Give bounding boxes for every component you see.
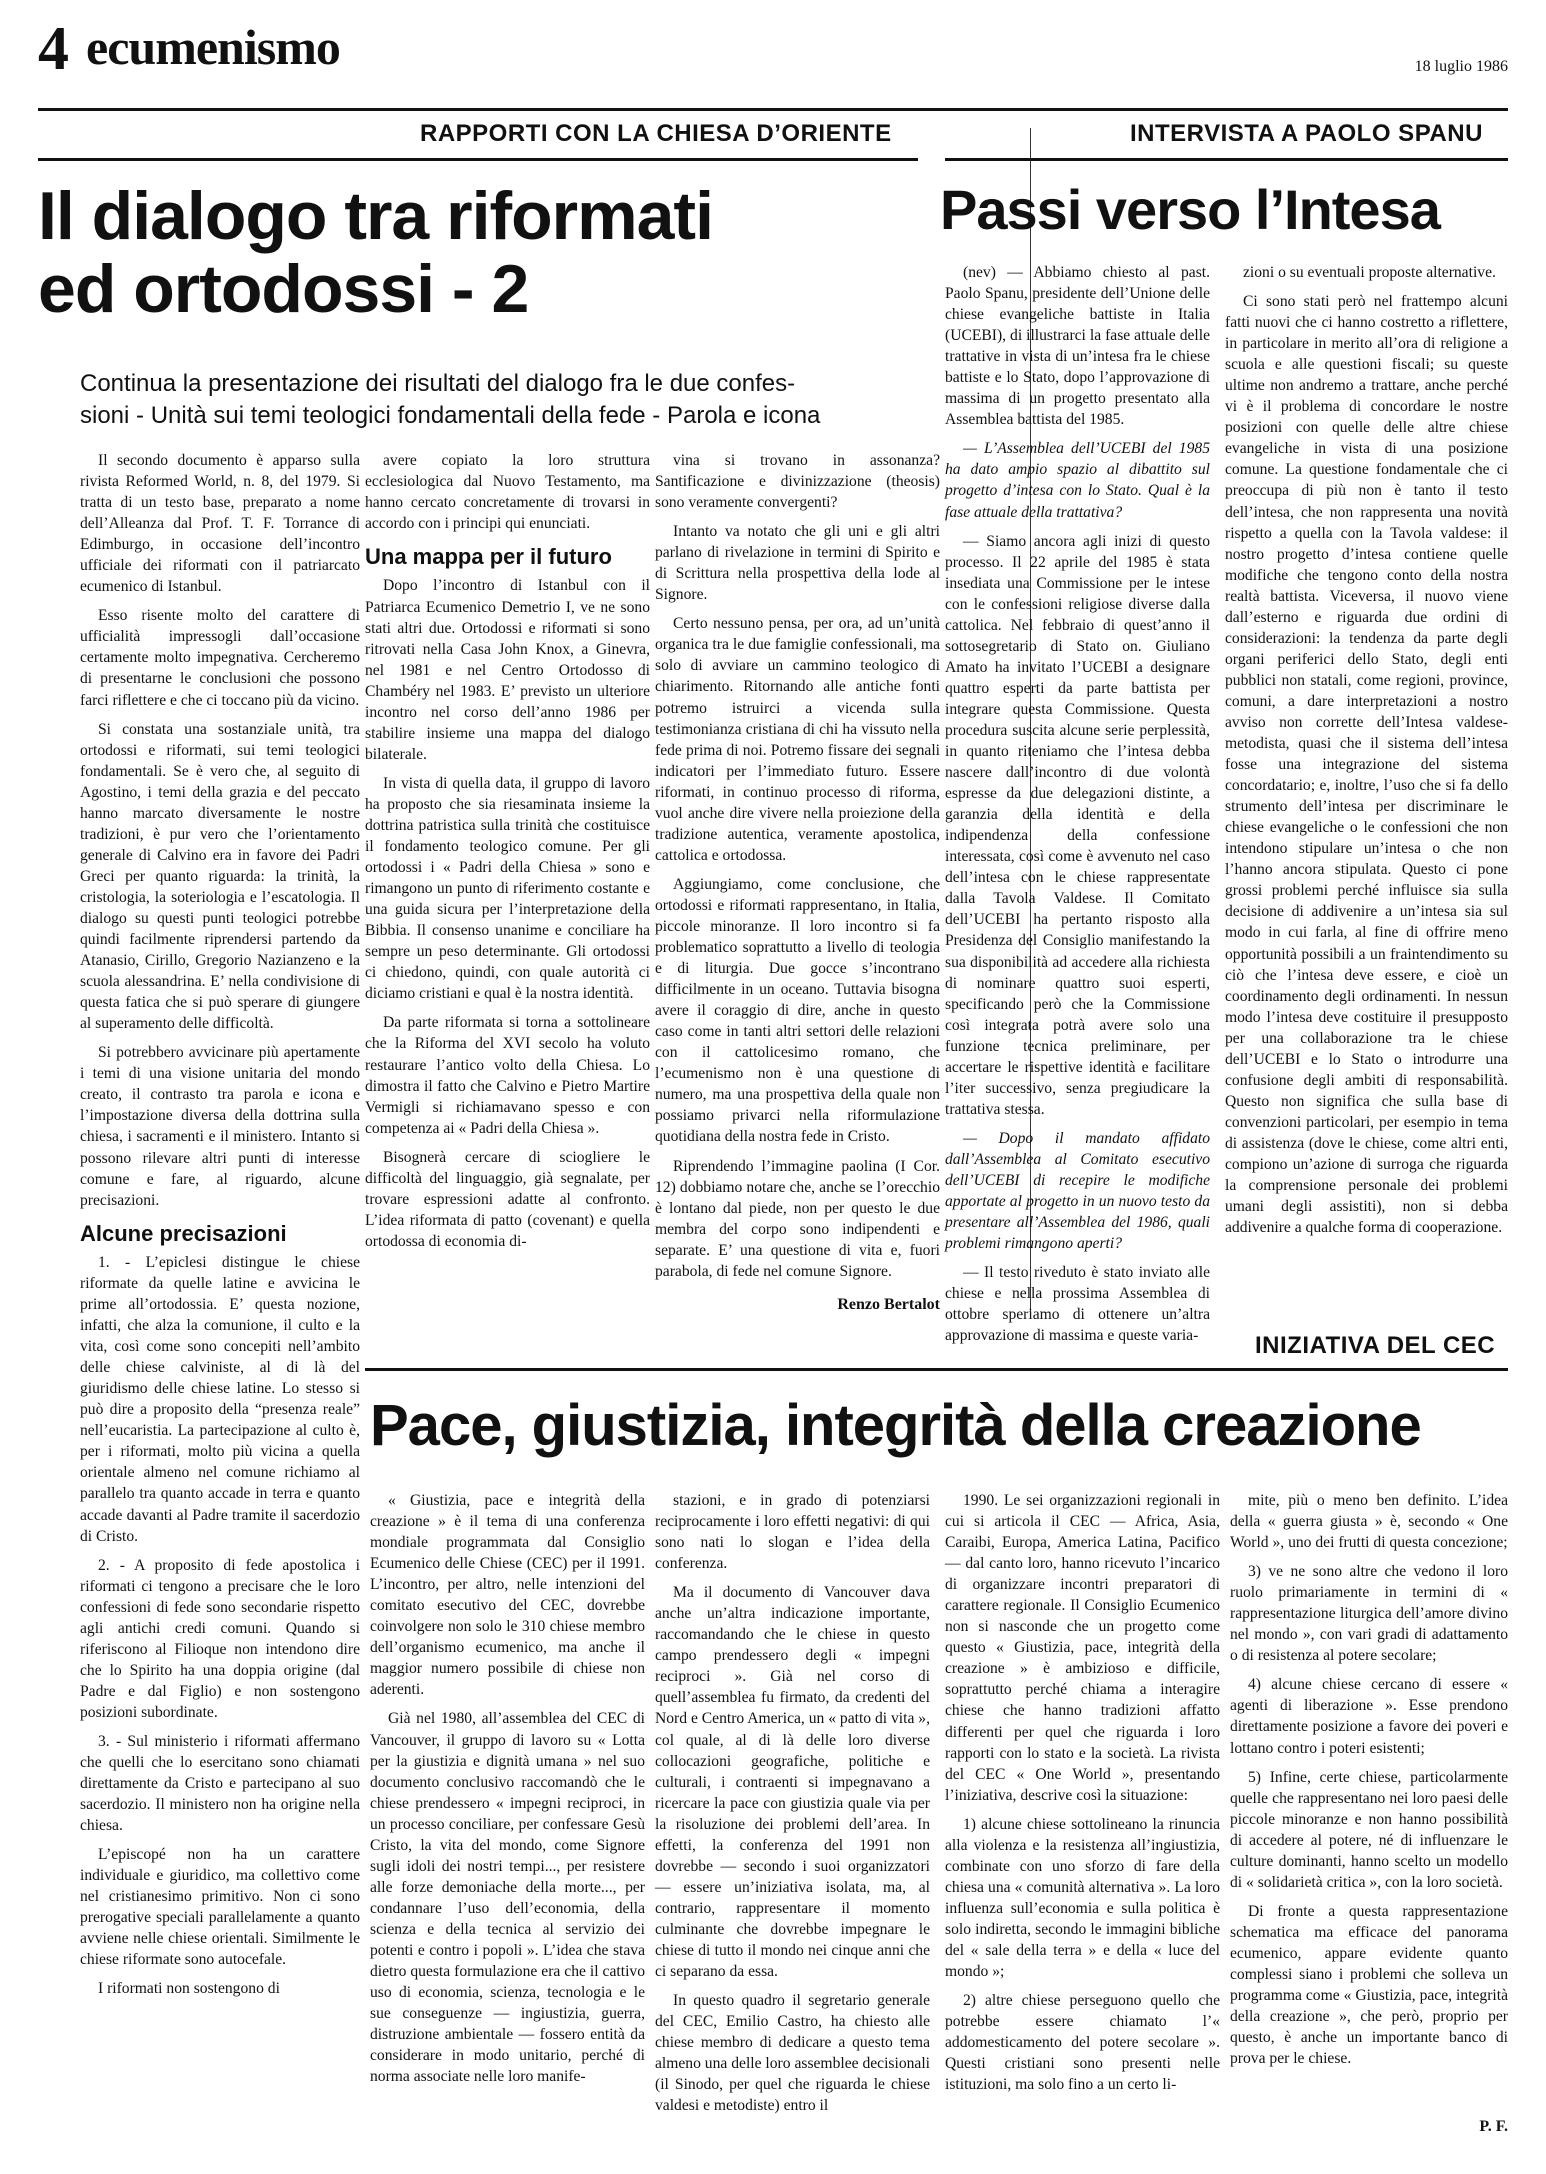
paragraph: 3) ve ne sono altre che vedono il loro ruolo primariamente in termini di « rappresentazione liturgica dell’amore divino nel mondo », con vari gradi di adattamento o di resistenza al potere secolare; [1230,1563,1508,1665]
paragraph: 4) alcune chiese cercano di essere « agenti di liberazione ». Esse prendono direttamente posizione a favore dei poveri e lottano contro i poteri esistenti; [1230,1676,1508,1757]
paragraph: 5) Infine, certe chiese, particolarmente quelle che rappresentano nei loro paesi delle piccole minoranze e non hanno possibilità di accedere al potere, né di influenzare le culture dominanti, hanno scelto un modello di « solidarietà critica », con la loro società. [1230,1768,1508,1891]
paragraph: In questo quadro il segretario generale del CEC, Emilio Castro, ha chiesto alle chiese membro di dedicare a questo tema almeno una delle loro assemblee decisionali (il Sinodo, per quel che riguarda le chiese valdesi e metodiste) entro il [655,1992,930,2115]
right-kicker: INTERVISTA A PAOLO SPANU [1130,120,1483,147]
bottom-signature: P. F. [1479,2118,1508,2135]
paragraph: Riprendendo l’immagine paolina (I Cor. 12) dobbiamo notare che, anche se l’orecchio è lontano dal piede, non per questo le due membra del corpo sono indipendenti e separate. E’ una questione di vita e, fuori parabola, di fede nel comune Signore. [655,1157,940,1280]
page-number: 4 [38,15,69,83]
paragraph: Esso risente molto del carattere di ufficialità impressogli dall’occasione certamente molto impegnativa. Cercheremo di presentarne le conclusioni che possono farci riflettere e che ci toccano più da vicino. [80,607,360,709]
paragraph: 2) altre chiese perseguono quello che potrebbe essere chiamato l’« addomesticamento del potere secolare ». Questi cristiani sono presenti nelle istituzioni, ma solo fino a un certo li- [945,1992,1220,2094]
paragraph: avere copiato la loro struttura ecclesiologica dal Nuovo Testamento, ma hanno cercato concretamente di trovarsi in accordo con i principi qui enunciati. [365,452,650,533]
paragraph: Si potrebbero avvicinare più apertamente i temi di una visione unitaria del mondo creato, il contrasto tra parola e icona e l’impostazione diversa della dottrina sulla chiesa, i sacramenti e il ministero. Intanto si possono rilevare altri punti di interesse comune e fare, al riguardo, alcune precisazioni. [80,1044,360,1209]
left-col-1 [80,450,360,2150]
paragraph: Aggiungiamo, come conclusione, che ortodossi e riformati rappresentano, in Italia, piccole minoranze. Il loro incontro si fa problematico soprattutto a livello di teologia e di liturgia. Due gocce s’incontrano difficilmente in un oceano. Tuttavia bisogna avere il coraggio di dire, anche in questo caso come in tanti altri settori delle relazioni con il cattolicesimo romano, che l’ecumenismo non è una questione di numero, ma una prospettiva della quale non possiamo privarci nella riformulazione quotidiana della nostra fede in Cristo. [655,875,940,1146]
masthead-rule [38,108,1508,111]
right-kicker-rule [945,158,1508,161]
bottom-kicker-rule [365,1368,1508,1371]
paragraph: I riformati non sostengono di [98,1980,280,1998]
paragraph: In vista di quella data, il gruppo di lavoro ha proposto che sia riesaminata insieme la dottrina patristica sulla trinità che costituisce il fondamento teologico comune. Per gli ortodossi i « Padri della Chiesa » sono e rimangono un punto di riferimento costante e una guida sicura per l’interpretazione della Bibbia. Il consenso unanime e conciliare ha sempre un peso determinante. Gli ortodossi ci chiedono, quindi, con quale autorità ci diciamo cristiani e qual è la nostra identità. [365,774,650,1003]
paragraph: Già nel 1980, all’assemblea del CEC di Vancouver, il gruppo di lavoro su « Lotta per la giustizia e dignità umana » nel suo documento conclusivo raccomandò che le chiese prendessero « impegni reciproci, in un processo conciliare, per confessare Gesù Cristo, la vita del mondo, come Signore sugli idoli dei nostri tempi..., per resistere alle forze demoniache della morte..., per condannare l’uso dell’economia, della scienza e della tecnica al servizio dei potenti e contro i popoli ». L’idea che stava dietro questa formulazione era che il cattivo uso di economia, scienza, tecnologia e le sue conseguenze — ingiustizia, guerra, distruzione ambientale — fossero entità da considerare in modo unitario, perché di norma associate nelle loro manife- [370,1710,645,2086]
paragraph: 1) alcune chiese sottolineano la rinuncia alla violenza e la resistenza all’ingiustizia, combinate con uno sforzo di fare della chiesa una « comunità alternativa ». La loro influenza sull’economia e sulla politica è solo indiretta, secondo le immagini bibliche del « sale della terra » e della « luce del mondo »; [945,1815,1220,1981]
left-kicker: RAPPORTI CON LA CHIESA D’ORIENTE [420,120,892,147]
left-col-3 [655,450,940,1310]
paragraph: — Dopo il mandato affidato dall’Assemblea al Comitato esecutivo dell’UCEBI di recepire le modifiche apportate al progetto in un nuovo testo da presentare all’Assemblea del 1986, quali problemi rimangono aperti? [945,1129,1210,1253]
right-headline: Passi verso l’Intesa [940,178,1440,241]
paragraph: 1990. Le sei organizzazioni regionali in cui si articola il CEC — Africa, Asia, Caraibi, Europa, America Latina, Pacifico — dal canto loro, hanno ricevuto l’incarico di organizzare incontri preparatori di carattere regionale. Il Consiglio Ecumenico non si nasconde che un progetto come questo « Giustizia, pace, integrità della creazione » è ambizioso e difficile, soprattutto perché chiama a interagire chiese che hanno tradizioni affatto differenti per quel che riguarda i loro rapporti con lo stato e la società. La rivista del CEC « One World », presentando l’iniziativa, descrive così la situazione: [945,1492,1220,1804]
left-subtitle-line1: Continua la presentazione dei risultati del dialogo fra le due confes- [80,370,796,397]
right-col-1 [945,262,1210,1345]
paragraph: — Il testo riveduto è stato inviato alle chiese e nella prossima Assemblea di ottobre speriamo di ottenere un’altra approvazione di massima e queste varia- [945,1264,1210,1345]
paragraph: — Siamo ancora agli inizi di questo processo. Il 22 aprile del 1985 è stata insediata una Commissione per le intese con le confessioni religiose diverse dalla cattolica. Nel febbraio di quest’anno il sottosegretario di Stato on. Giuliano Amato ha invitato l’UCEBI a designare quattro esperti da parte battista per integrare questa Commissione. Questa procedura suscita alcune serie perplessità, in quanto riteniamo che l’intesa debba nascere dall’incontro di due volontà espresse da due delegazioni distinte, a garanzia della identità e della indipendenza della confessione interessata, così come è avvenuto nel caso dell’intesa con le chiese rappresentate dalla Tavola Valdese. Il Comitato dell’UCEBI ha pertanto risposto alla Presidenza del Consiglio manifestando la sua disponibilità ad accedere alla richiesta di nominare quattro suoi esperti, specificando però che la Commissione così integrata potrà avere solo una funzione tecnica preliminare, per accertare le rispettive identità e facilitare l’iter successivo, senza pregiudicare la trattativa stessa. [945,532,1210,1118]
left-headline-line2: ed ortodossi - 2 [38,251,529,328]
bottom-headline: Pace, giustizia, integrità della creazione [370,1393,1421,1458]
left-subtitle-line2: sioni - Unità sui temi teologici fondamentali della fede - Parola e icona [80,402,821,430]
issue-date: 18 luglio 1986 [1414,58,1508,75]
bottom-col-2 [655,1490,930,2140]
paragraph: 2. - A proposito di fede apostolica i riformati ci tengono a precisare che le loro confessioni di fede sono secondarie rispetto agli antichi credi comuni. Quando si riferiscono al Filioque non intendono dire che lo Spirito ha una doppia origine (dal Padre e dal Figlio) e non sostengono posizioni subordinate. [80,1556,360,1721]
paragraph: Certo nessuno pensa, per ora, ad un’unità organica tra le due famiglie confessionali, ma solo di avviare un cammino teologico di chiarimento. Ritornando alle antiche fonti potremo istruirci a vicenda sulla testimonianza cristiana di chi ha vissuto nella fede prima di noi. Potremo fissare dei segnali indicatori per l’immediato futuro. Essere riformati, in continuo processo di riforma, vuol anche dire vivere nella proiezione della tradizione autentica, veramente apostolica, cattolica e ortodossa. [655,615,940,864]
paragraph: Bisognerà cercare di sciogliere le difficoltà del linguaggio, già segnalate, per trovare espressioni adatte al confronto. L’idea riformata di patto (covenant) e quella ortodossa di economia di- [365,1148,650,1250]
paragraph: Il secondo documento è apparso sulla rivista Reformed World, n. 8, del 1979. Si tratta di un testo base, preparato a nome dell’Alleanza dal Prof. T. F. Torrance di Edimburgo, in occasione dell’incontro ufficiale dei riformati con il patriarcato ecumenico di Istanbul. [80,452,360,596]
paragraph: 3. - Sul ministerio i riformati affermano che quelli che lo esercitano sono chiamati direttamente da Cristo e partecipano al suo sacerdozio. Il ministero non ha origine nella chiesa. [80,1732,360,1835]
left-subhead-2: Una mappa per il futuro [365,544,612,570]
paragraph: L’episcopé non ha un carattere individuale e giuridico, ma collettivo come nel cristianesimo primitivo. Non ci sono prerogative speciali parallelamente a quanto avviene nelle chiese orientali. Similmente le chiese riformate sono autocefale. [80,1846,360,1969]
left-signature: Renzo Bertalot [837,1296,940,1313]
paragraph: vina si trovano in assonanza? Santificazione e divinizzazione (theosis) sono veramente convergenti? [655,452,940,512]
paragraph: Ci sono stati però nel frattempo alcuni fatti nuovi che ci hanno costretto a riflettere, in particolare in merito all’ora di religione a scuola e alle questioni fiscali; su queste ultime non andremo a trattare, anche perché vi è il problema di concordare le nostre posizioni con quelle delle altre chiese evangeliche in vista di una posizione comune. La questione fondamentale che ci preoccupa di più non è tanto il testo dell’intesa, che non rappresenta una novità rispetto a quella con la Tavola valdese: il nostro progetto d’intesa contiene quelle modifiche che tengono conto della nostra realtà battista. Viceversa, il nuovo viene dall’esterno e riguarda due ordini di considerazioni: la tendenza da parte degli organi periferici dello Stato, degli enti pubblici non statali, come regioni, province, comuni, a dare interpretazioni a nostro avviso non corrette dell’Intesa valdese-metodista, quasi che il sistema dell’intesa fosse una integrazione del sistema concordatario; e, inoltre, l’uso che si fa dello strumento dell’intesa per discriminare le chiese evangeliche o le confessioni che non intendono stipulare un’intesa o che non l’hanno ancora stipulata. Questo ci pone grossi problemi perché influisce sia sulla decisione di addivenire a un’intesa sia sul modo in cui farla, al fine di offrire meno opportunità possibili a un fraintendimento su ciò che l’intesa deve essere, e cioè un coordinamento degli ordinamenti. In nessun modo l’intesa deve costituire il presupposto per una collaborazione tra le chiese dell’UCEBI e lo Stato o introdurre una confusione degli ambiti di responsabilità. Questo non significa che sulla base di convenzioni particolari, per esempio in tema di assistenza (dove le chiese, come altri enti, compiono un’azione di surroga che riguarda la comprensione personale dei problemi umani degli assistiti), non si debba addivenire a qualche forma di cooperazione. [1225,293,1508,1237]
paragraph: Da parte riformata si torna a sottolineare che la Riforma del XVI secolo ha voluto restaurare l’antico volto della Chiesa. Lo dimostra il fatto che Calvino e Pietro Martire Vermigli si richiamavano spesso e con competenza ai « Padri della Chiesa ». [365,1014,650,1137]
paragraph: 1. - L’epiclesi distingue le chiese riformate da quelle latine e avvicina le prime all’ortodossia. E’ questa nozione, infatti, che alza la comunione, il culto e la vita, così come sono concepiti nell’ambito delle chiese calviniste, al di là del giuridismo delle chiese latine. Lo stesso si può dire a proposito della “presenza reale” nell’eucaristia. La partecipazione al culto è, per i riformati, molto più vicina a quella orientale almeno nel comune richiamo al parallelo tra quanto accade in terra e quanto accade davanti al Padre tramite il sacerdozio di Cristo. [80,1253,360,1545]
left-subhead-1: Alcune precisazioni [80,1220,287,1246]
bottom-col-1 [370,1490,645,2140]
bottom-kicker: INIZIATIVA DEL CEC [1255,1332,1496,1359]
left-headline [38,180,918,327]
paragraph: Intanto va notato che gli uni e gli altri parlano di rivelazione in termini di Spirito e di Scrittura nella prospettiva della lode al Signore. [655,523,940,604]
paragraph: stazioni, e in grado di potenziarsi reciprocamente i loro effetti negativi: di qui sono nati lo slogan e l’idea della conferenza. [655,1492,930,1573]
paragraph: Ma il documento di Vancouver dava anche un’altra indicazione importante, raccomandando che le chiese in questo campo prendessero degli « impegni reciproci ». Già nel corso di quell’assemblea fu firmato, da credenti del Nord e Centro America, un « patto di vita », col quale, al di là delle loro diverse collocazioni geografiche, politiche e culturali, i contraenti si impegnavano a ricercare la pace con giustizia quale via per la risoluzione dei problemi dell’area. In effetti, la conferenza del 1991 non dovrebbe — secondo i suoi organizzatori — essere un’iniziativa isolata, ma, al contrario, rappresentare il momento culminante che dovrebbe impegnare le chiese di tutto il mondo nei cinque anni che ci separano da essa. [655,1584,930,1981]
section-title: ecumenismo [86,19,340,75]
left-headline-line1: Il dialogo tra riformati [38,178,713,254]
bottom-col-4 [1230,1490,1508,2110]
paragraph: « Giustizia, pace e integrità della creazione » è il tema di una conferenza mondiale programmata dal Consiglio Ecumenico delle Chiese (CEC) per il 1991. L’incontro, per altro, nelle intenzioni del comitato esecutivo del CEC, dovrebbe coinvolgere non solo le 310 chiese membro dell’organismo ecumenico, ma anche il maggior numero possibile di chiese non aderenti. [370,1492,645,1699]
bottom-col-3 [945,1490,1220,2140]
left-col-2 [365,450,650,1320]
left-subtitle [80,368,920,433]
paragraph: Dopo l’incontro di Istanbul con il Patriarca Ecumenico Demetrio I, ve ne sono stati altri due. Ortodossi e riformati si sono ritrovati nella Casa John Knox, a Ginevra, nel 1981 e nel Centro Ortodosso di Chambéry nel 1983. E’ previsto un ulteriore incontro nel corso dell’anno 1986 per stabilire insieme una mappa del dialogo bilaterale. [365,577,650,763]
paragraph: mite, più o meno ben definito. L’idea della « guerra giusta » è, secondo « One World », uno dei frutti di questa concezione; [1230,1492,1508,1552]
left-kicker-rule [38,158,918,161]
paragraph: Di fronte a questa rappresentazione schematica ma efficace del panorama ecumenico, appare evidente quanto complessi siano i problemi che solleva un programma come « Giustizia, pace, integrità della creazione », che però, proprio per questo, è anche un importante banco di prova per le chiese. [1230,1902,1508,2068]
paragraph: zioni o su eventuali proposte alternative. [1243,264,1496,281]
paragraph: Si constata una sostanziale unità, tra ortodossi e riformati, sui temi teologici fondamentali. Se è vero che, al seguito di Agostino, i temi della grazia e del peccato hanno marcato diversamente le nostre tradizioni, è pur vero che l’orientamento generale di Calvino era in favore dei Padri Greci per quanto riguarda: la trinità, la cristologia, la soteriologia e l’escatologia. Il dialogo su questi punti teologici potrebbe quindi facilmente riprendersi partendo da Atanasio, Cirillo, Gregorio Nazianzeno e la scuola alessandrina. E’ nella condivisione di questa fatica che si può sperare di giungere al superamento delle difficoltà. [80,720,360,1033]
paragraph: (nev) — Abbiamo chiesto al past. Paolo Spanu, presidente dell’Unione delle chiese evangeliche battiste in Italia (UCEBI), di illustrarci la fase attuale delle trattative in vista di un’intesa fra le chiese battiste e lo Stato, dopo l’approvazione di massima di un progetto presentato alla Assemblea battista del 1985. [945,264,1210,429]
right-col-2 [1225,262,1508,1322]
paragraph: — L’Assemblea dell’UCEBI del 1985 ha dato ampio spazio al dibattito sul progetto d’intesa con lo Stato. Qual è la fase attuale della trattativa? [945,440,1210,521]
